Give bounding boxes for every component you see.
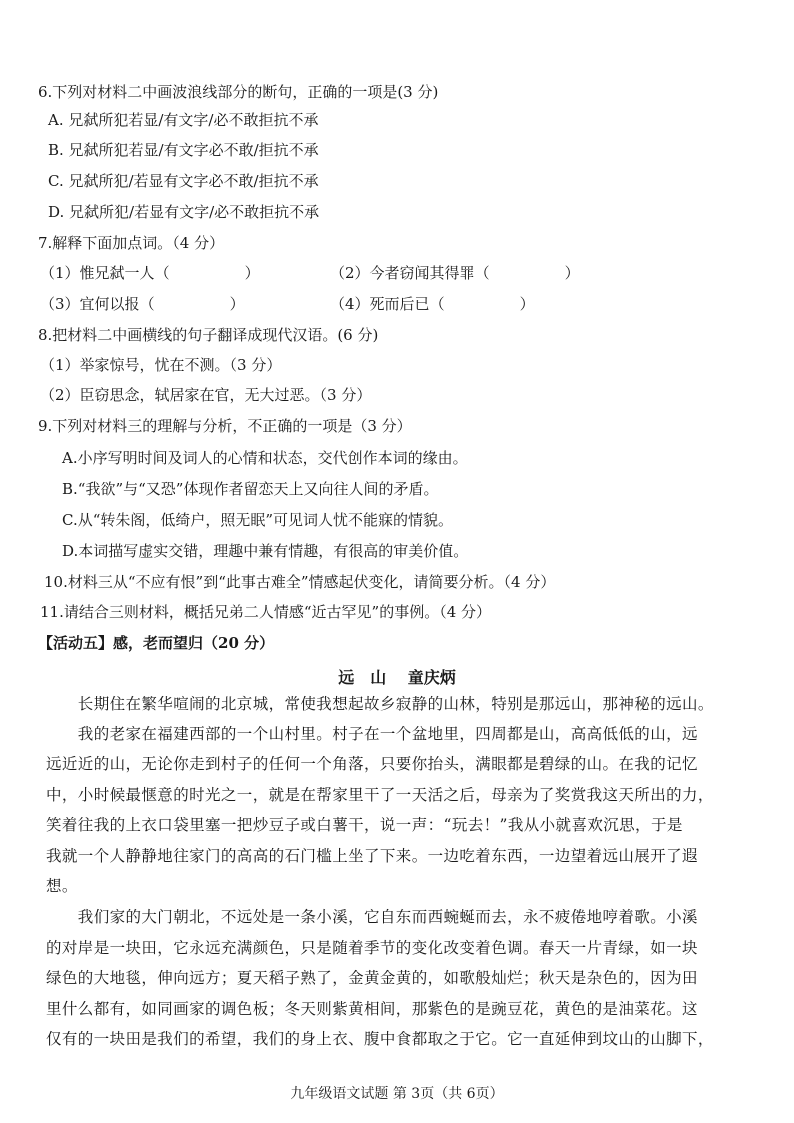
q8-item-1: （1）举家惊号，忧在不测。（3 分）	[40, 356, 282, 374]
essay-line-1: 长期住在繁华喧闹的北京城，常使我想起故乡寂静的山林，特别是那远山，那神秘的远山。	[46, 695, 714, 713]
essay-line-5: 笑着往我的上衣口袋里塞一把炒豆子或白薯干，说一声：“玩去！”我从小就喜欢沉思，于是	[46, 816, 683, 834]
essay-line-11: 里什么都有，如同画家的调色板；冬天则紫黄相间，那紫色的是豌豆花，黄色的是油菜花。这	[46, 1000, 698, 1018]
essay-author: 童庆炳	[407, 668, 456, 687]
essay-line-6: 我就一个人静静地往家门的高高的石门槛上坐了下来。一边吃着东西，一边望着远山展开了遐	[46, 847, 698, 865]
q7-stem: 7.解释下面加点词。（4 分）	[38, 234, 225, 252]
q10-stem: 10.材料三从“不应有恨”到“此事古难全”情感起伏变化，请简要分析。（4 分）	[44, 573, 556, 591]
q6-stem: 6.下列对材料二中画波浪线部分的断句，正确的一项是(3 分)	[38, 83, 439, 101]
q9-option-a: A.小序写明时间及词人的心情和状态，交代创作本词的缘由。	[62, 449, 468, 467]
essay-line-8: 我们家的大门朝北，不远处是一条小溪，它自东而西蜿蜒而去，永不疲倦地哼着歌。小溪	[46, 908, 698, 926]
q6-option-d: D. 兄弑所犯/若显有文字/必不敢拒抗不承	[48, 203, 320, 221]
q8-item-2: （2）臣窃思念，轼居家在官，无大过恶。（3 分）	[40, 386, 372, 404]
q9-option-b: B.“我欲”与“又恐”体现作者留恋天上又向往人间的矛盾。	[62, 480, 439, 498]
q11-stem: 11.请结合三则材料，概括兄弟二人情感“近古罕见”的事例。（4 分）	[40, 603, 492, 621]
q8-stem: 8.把材料二中画横线的句子翻译成现代汉语。(6 分)	[38, 326, 379, 344]
q7-item-2: （2）今者窃闻其得罪（ ）	[330, 264, 580, 282]
essay-line-10: 绿色的大地毯，伸向远方；夏天稻子熟了，金黄金黄的，如歌般灿烂；秋天是杂色的，因为田	[46, 969, 698, 987]
essay-title: 远 山	[338, 668, 387, 687]
q9-stem: 9.下列对材料三的理解与分析，不正确的一项是（3 分）	[38, 417, 412, 435]
q7-item-4: （4）死而后已（ ）	[330, 295, 535, 313]
q6-option-c: C. 兄弑所犯/若显有文字必不敢/拒抗不承	[48, 172, 319, 190]
essay-title-block	[0, 665, 794, 688]
essay-line-7: 想。	[46, 877, 78, 895]
q7-item-1: （1）惟兄弑一人（ ）	[40, 264, 260, 282]
page-footer: 九年级语文试题 第 3页（共 6页）	[290, 1086, 504, 1102]
essay-line-9: 的对岸是一块田，它永远充满颜色，只是随着季节的变化改变着色调。春天一片青绿，如一块	[46, 939, 698, 957]
activity-heading: 【活动五】感，老而望归（20 分）	[38, 634, 275, 652]
q9-option-c: C.从“转朱阁，低绮户，照无眠”可见词人忧不能寐的情貌。	[62, 511, 454, 529]
q9-option-d: D.本词描写虚实交错，理趣中兼有情趣，有很高的审美价值。	[62, 542, 469, 560]
q6-option-a: A. 兄弑所犯若显/有文字/必不敢拒抗不承	[48, 111, 319, 129]
essay-line-12: 仅有的一块田是我们的希望，我们的身上衣、腹中食都取之于它。它一直延伸到坟山的山脚下，	[46, 1030, 714, 1048]
q6-option-b: B. 兄弑所犯若显/有文字必不敢/拒抗不承	[48, 141, 319, 159]
essay-line-2: 我的老家在福建西部的一个山村里。村子在一个盆地里，四周都是山，高高低低的山，远	[46, 725, 698, 743]
essay-line-3: 远近近的山，无论你走到村子的任何一个角落，只要你抬头，满眼都是碧绿的山。在我的记忆	[46, 755, 698, 773]
q7-item-3: （3）宜何以报（ ）	[40, 295, 245, 313]
essay-line-4: 中，小时候最惬意的时光之一，就是在帮家里干了一天活之后，母亲为了奖赏我这天所出的力，	[46, 786, 714, 804]
